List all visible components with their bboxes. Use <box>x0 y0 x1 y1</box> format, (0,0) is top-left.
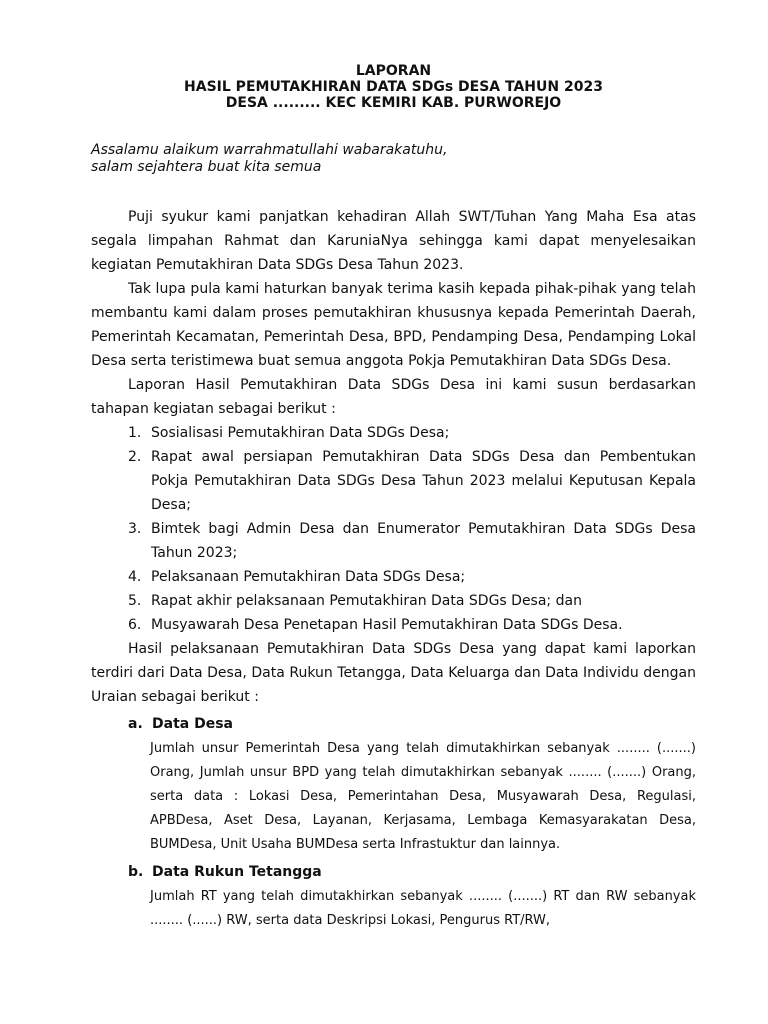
section-letter: a. <box>128 716 143 732</box>
list-item-number: 1. <box>128 425 142 441</box>
list-item-number: 6. <box>128 617 142 633</box>
report-heading <box>91 0 696 111</box>
list-item-text: Rapat akhir pelaksanaan Pemutakhiran Data SDGs Desa; dan <box>151 593 582 609</box>
report-body <box>91 205 696 933</box>
section-heading-data-desa <box>91 712 696 736</box>
list-item-number: 5. <box>128 593 142 609</box>
list-item <box>91 613 696 637</box>
greeting <box>91 142 696 176</box>
section-body-data-rukun-tetangga: Jumlah RT yang telah dimutakhirkan sebanyak ........ (.......) RT dan RW sebanyak ........ (......) RW, serta data Deskripsi Lokasi, Pengurus RT/RW, <box>150 889 696 928</box>
list-item-number: 4. <box>128 569 142 585</box>
section-title: Data Desa <box>152 716 233 732</box>
paragraph-opening: Puji syukur kami panjatkan kehadiran Allah SWT/Tuhan Yang Maha Esa atas segala limpahan Rahmat dan KaruniaNya sehingga kami dapat menyelesaikan kegiatan Pemutakhiran Data SDGs Desa Tahun 2023. <box>91 209 696 273</box>
section-title: Data Rukun Tetangga <box>152 864 322 880</box>
greeting-line-1: Assalamu alaikum warrahmatullahi wabarakatuhu, <box>91 142 448 158</box>
section-letter: b. <box>128 864 144 880</box>
section-body-data-desa: Jumlah unsur Pemerintah Desa yang telah dimutakhirkan sebanyak ........ (.......) Orang, Jumlah unsur BPD yang telah dimutakhirkan sebanyak ........ (.......) Orang, serta data : Lokasi Desa, Pemerintahan Desa, Musyawarah Desa, Regulasi, APBDesa, Aset Desa, Layanan, Kerjasama, Lembaga Kemasyarakatan Desa, BUMDesa, Unit Usaha BUMDesa serta Infrastuktur dan lainnya. <box>150 741 696 852</box>
list-item-text: Rapat awal persiapan Pemutakhiran Data SDGs Desa dan Pembentukan Pokja Pemutakhiran Data SDGs Desa Tahun 2023 melalui Keputusan Kepala Desa; <box>151 449 696 513</box>
list-item-number: 2. <box>128 449 142 465</box>
list-item-number: 3. <box>128 521 142 537</box>
paragraph-stages-intro: Laporan Hasil Pemutakhiran Data SDGs Desa ini kami susun berdasarkan tahapan kegiatan sebagai berikut : <box>91 377 696 417</box>
list-item-text: Pelaksanaan Pemutakhiran Data SDGs Desa; <box>151 569 466 585</box>
paragraph-thanks: Tak lupa pula kami haturkan banyak terima kasih kepada pihak-pihak yang telah membantu kami dalam proses pemutakhiran khususnya kepada Pemerintah Daerah, Pemerintah Kecamatan, Pemerintah Desa, BPD, Pendamping Desa, Pendamping Lokal Desa serta teristimewa buat semua anggota Pokja Pemutakhiran Data SDGs Desa. <box>91 281 696 369</box>
stages-list <box>91 421 696 637</box>
report-location: DESA ......... KEC KEMIRI KAB. PURWOREJO <box>225 95 562 111</box>
list-item-text: Musyawarah Desa Penetapan Hasil Pemutakhiran Data SDGs Desa. <box>151 617 623 633</box>
list-item <box>91 421 696 445</box>
paragraph-results-intro: Hasil pelaksanaan Pemutakhiran Data SDGs Desa yang dapat kami laporkan terdiri dari Data Desa, Data Rukun Tetangga, Data Keluarga dan Data Individu dengan Uraian sebagai berikut : <box>91 641 696 705</box>
list-item-text: Sosialisasi Pemutakhiran Data SDGs Desa; <box>151 425 450 441</box>
section-heading-data-rukun-tetangga <box>91 860 696 884</box>
greeting-line-2: salam sejahtera buat kita semua <box>91 159 322 175</box>
report-title: LAPORAN <box>355 63 432 79</box>
list-item <box>91 445 696 517</box>
report-subtitle: HASIL PEMUTAKHIRAN DATA SDGs DESA TAHUN 2023 <box>184 79 603 95</box>
list-item <box>91 589 696 613</box>
list-item <box>91 517 696 565</box>
list-item-text: Bimtek bagi Admin Desa dan Enumerator Pemutakhiran Data SDGs Desa Tahun 2023; <box>151 521 696 561</box>
list-item <box>91 565 696 589</box>
